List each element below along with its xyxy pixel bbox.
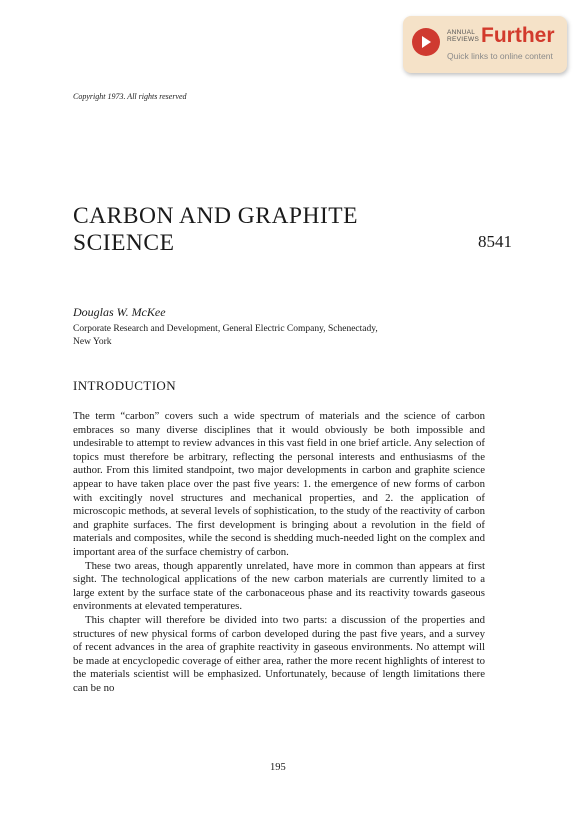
- author-affiliation: [73, 323, 473, 348]
- title-line-2: SCIENCE: [73, 230, 175, 256]
- article-title: [73, 203, 358, 257]
- body-text: [73, 410, 485, 695]
- article-number: 8541: [478, 232, 512, 251]
- paragraph: These two areas, though apparently unrelated, have more in common than appears at first sight. The technological applications of the new carbon materials are currently limited to a large extent by the surface state of the carbonaceous phase and its reactivity towards gaseous environments at elevated temperatures.: [73, 559, 485, 613]
- paragraph: The term “carbon” covers such a wide spectrum of materials and the science of carbon embraces so many diverse disciplines that it would obviously be both impossible and undesirable to attempt to review advances in this vast field in one brief article. Any selection of topics must therefore be arbitrary, reflecting the personal interests and enthusiasms of the author. From this limited standpoint, two major developments in carbon and graphite science appear to have taken place over the past five years: 1. the emergence of new forms of carbon with excitingly novel structures and mechanical properties, and 2. the application of microscopic methods, at several levels of sophistication, to the study of the reactivity of carbon and graphite surfaces. The first development is bringing about a revolution in the field of materials and composites, while the second is shedding much-needed light on the complex and important area of the surface chemistry of carbon.: [73, 410, 485, 558]
- paragraph: This chapter will therefore be divided into two parts: a discussion of the properties and structures of new physical forms of carbon developed during the past five years, and a survey of recent advances in the area of graphite reactivity in gaseous environments. No attempt will be made at encyclopedic coverage of either area, rather the more recent highlights of interest to the materials scientist will be emphasized. Unfortunately, because of length limitations there can be no: [73, 613, 485, 694]
- affiliation-line-2: New York: [73, 336, 112, 347]
- annual-reviews-further-badge[interactable]: [403, 16, 567, 73]
- annual-reviews-logo-text: [447, 29, 479, 43]
- author-name: Douglas W. McKee: [73, 305, 166, 319]
- page-number: 195: [270, 762, 286, 773]
- further-arrow-icon: [412, 28, 440, 56]
- title-line-1: CARBON AND GRAPHITE: [73, 203, 358, 229]
- affiliation-line-1: Corporate Research and Development, General Electric Company, Schenectady,: [73, 324, 378, 334]
- further-subtitle: Quick links to online content: [447, 51, 553, 61]
- play-arrow-icon: [422, 36, 431, 48]
- copyright-notice: Copyright 1973. All rights reserved: [73, 92, 187, 101]
- reviews-label: REVIEWS: [447, 36, 480, 43]
- section-heading: INTRODUCTION: [73, 378, 177, 393]
- annual-label: ANNUAL: [447, 29, 476, 36]
- further-label: Further: [481, 24, 555, 47]
